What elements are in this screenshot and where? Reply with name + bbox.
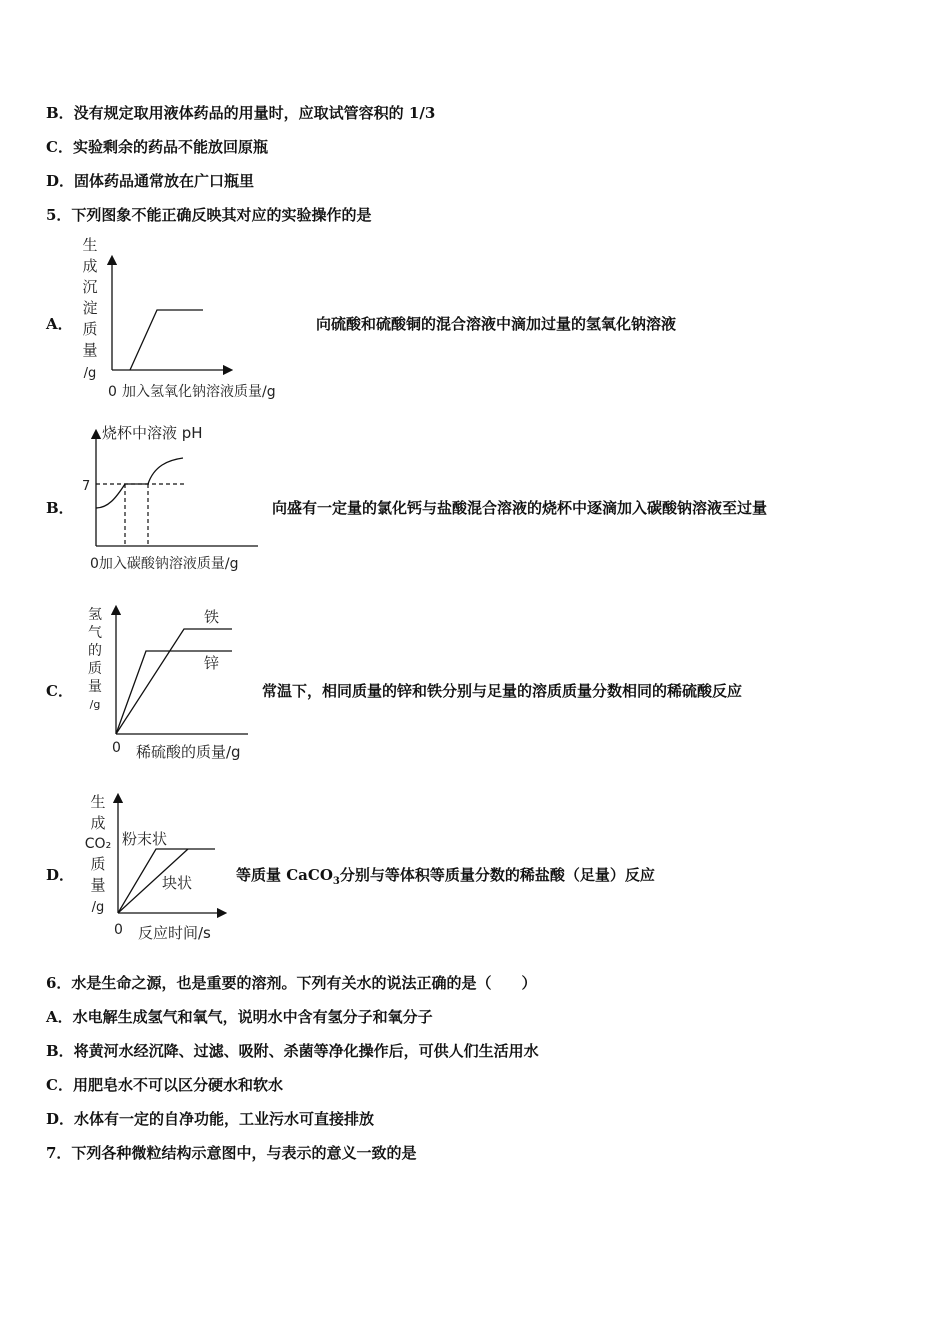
graph-a-ylabel: [82, 236, 97, 381]
graph-b-ylabel: 烧杯中溶液 pH: [102, 424, 203, 442]
svg-text:成: 成: [90, 814, 106, 832]
q5-option-d-desc: 等质量 CaCO$_3$分别与等体积等质量分数的稀盐酸（足量）反应: [236, 866, 655, 887]
graph-a-origin: 0: [108, 384, 117, 400]
svg-text:质: 质: [90, 855, 106, 873]
q5-option-c-desc: 常温下，相同质量的锌和铁分别与足量的溶质质量分数相同的稀硫酸反应: [262, 682, 743, 700]
svg-text:的: 的: [88, 643, 102, 659]
svg-text:沉: 沉: [82, 278, 98, 296]
graph-c-origin: 0: [112, 740, 121, 756]
svg-text:生: 生: [90, 793, 106, 811]
q5-option-b-label: B．: [46, 499, 74, 517]
svg-text:成: 成: [82, 257, 98, 275]
q6-option-b: B．将黄河水经沉降、过滤、吸附、杀菌等净化操作后，可供人们生活用水: [46, 1042, 539, 1060]
q6-option-a: A．水电解生成氢气和氧气，说明水中含有氢分子和氧分子: [46, 1008, 433, 1026]
graph-d-xlabel: 反应时间/s: [138, 924, 211, 942]
graph-d-origin: 0: [114, 922, 123, 938]
svg-text:CO₂: CO₂: [84, 836, 112, 852]
graph-d-label-block: 块状: [162, 874, 193, 892]
svg-text:/g: /g: [83, 366, 97, 381]
q6-option-d: D．水体有一定的自净功能，工业污水可直接排放: [46, 1110, 375, 1128]
q6-option-c: C．用肥皂水不可以区分硬水和软水: [46, 1076, 283, 1094]
graph-d-label-powder: 粉末状: [122, 830, 168, 848]
svg-text:/g: /g: [91, 900, 105, 915]
graph-b-xlabel: 0加入碳酸钠溶液质量/g: [90, 556, 239, 572]
graph-c-line-fe: [116, 629, 232, 734]
q5-option-a-desc: 向硫酸和硫酸铜的混合溶液中滴加过量的氢氧化钠溶液: [316, 315, 677, 333]
svg-text:质: 质: [88, 661, 102, 677]
q5-option-c-label: C．: [46, 682, 73, 700]
svg-text:质: 质: [82, 320, 98, 338]
svg-text:淀: 淀: [82, 299, 98, 317]
graph-a: [78, 232, 318, 407]
q5-option-a-label: A．: [46, 315, 73, 333]
q5-option-b-desc: 向盛有一定量的氯化钙与盐酸混合溶液的烧杯中逐滴加入碳酸钠溶液至过量: [272, 499, 768, 517]
q4-option-d: D．固体药品通常放在广口瓶里: [46, 172, 255, 190]
svg-text:量: 量: [82, 341, 98, 359]
graph-b-curve: [96, 458, 183, 508]
graph-b-tick-7: 7: [82, 479, 91, 494]
svg-text:气: 气: [88, 625, 102, 641]
svg-text:量: 量: [88, 679, 102, 695]
graph-c-label-zn: 锌: [204, 654, 220, 672]
graph-d-ylabel: [85, 793, 111, 915]
q6-stem: 6．水是生命之源，也是重要的溶剂。下列有关水的说法正确的是（ ）: [46, 974, 537, 992]
graph-c-ylabel: [88, 607, 102, 711]
q7-stem: 7．下列各种微粒结构示意图中，与表示的意义一致的是: [46, 1144, 417, 1162]
q4-option-c: C．实验剩余的药品不能放回原瓶: [46, 138, 268, 156]
svg-text:量: 量: [90, 876, 106, 894]
graph-a-curve: [130, 310, 203, 370]
graph-c-label-fe: 铁: [204, 608, 220, 626]
graph-c-xlabel: 稀硫酸的质量/g: [136, 743, 241, 761]
q4-option-b: B．没有规定取用液体药品的用量时，应取试管容积的 1/3: [46, 104, 436, 122]
svg-text:/g: /g: [89, 698, 101, 711]
graph-a-xlabel: 加入氢氧化钠溶液质量/g: [122, 384, 276, 400]
q5-stem: 5．下列图象不能正确反映其对应的实验操作的是: [46, 206, 372, 224]
svg-text:氢: 氢: [88, 607, 102, 623]
svg-text:生: 生: [82, 236, 98, 254]
q5-option-d-label: D．: [46, 866, 75, 884]
